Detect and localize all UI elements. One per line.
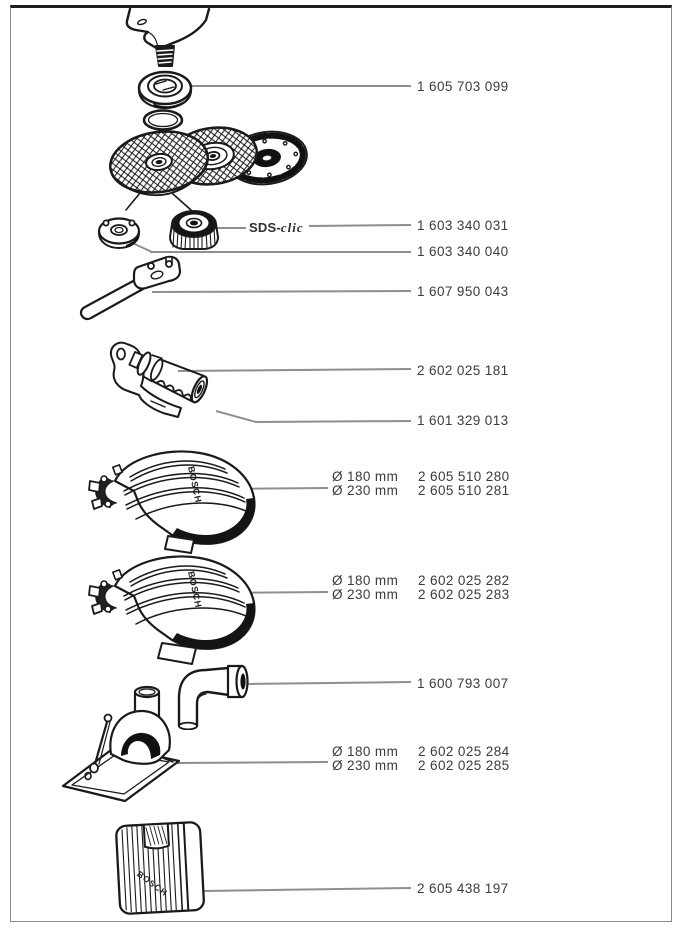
leader-cutting-guide: [176, 762, 328, 763]
guide-knob: [90, 764, 98, 773]
part-number-spanner: 1 607 950 043: [417, 284, 509, 299]
grinding-guard-illustration: [70, 443, 270, 555]
guard-brand-text: BOSCH: [186, 465, 204, 505]
part-number-handle-b: 1 601 329 013: [417, 413, 509, 428]
clamping-flange-icon: [139, 72, 191, 108]
part-number: 2 605 510 280: [418, 469, 510, 484]
leader-elbow: [248, 682, 411, 684]
head-slot: [137, 19, 147, 26]
pin-spanner-illustration: [72, 255, 192, 327]
spanner-shaft: [81, 280, 143, 319]
carrying-case-illustration: [110, 812, 218, 920]
guard-clamp: [89, 465, 122, 509]
case-brand-text: BOSCH: [135, 868, 170, 899]
diameter-label: Ø 230 mm: [332, 758, 399, 773]
discs-and-flanges-illustration: [95, 118, 310, 266]
leader-case: [204, 888, 411, 891]
part-number-handle-a: 2 602 025 181: [417, 363, 509, 378]
guard-clamp: [89, 570, 122, 614]
grinder-head-icon: [127, 9, 209, 49]
part-number: 2 602 025 283: [418, 587, 510, 602]
part-number-elbow: 1 600 793 007: [417, 676, 509, 691]
diameter-label: Ø 230 mm: [332, 587, 399, 602]
cutting-guard-variant-180: [332, 574, 510, 588]
cutting-guard-illustration: [70, 548, 270, 668]
part-number: 2 602 025 285: [418, 758, 510, 773]
part-number-sds-nut: 1 603 340 031: [417, 218, 509, 233]
part-number: 2 605 510 281: [418, 483, 510, 498]
part-number-clamping-flange: 1 605 703 099: [417, 79, 509, 94]
diameter-label: Ø 180 mm: [332, 744, 399, 759]
diameter-label: Ø 180 mm: [332, 573, 399, 588]
part-number: 2 602 025 282: [418, 573, 510, 588]
spanner-pin: [148, 263, 154, 269]
cutting-guide-variant-180: [332, 745, 510, 759]
sds-clic-prefix: SDS-: [249, 220, 281, 235]
sds-clic-nut-icon: [170, 211, 218, 249]
guide-pivot-bolt: [105, 715, 112, 722]
leader-handle-b: [255, 421, 411, 422]
sds-clic-script: clic: [280, 220, 304, 235]
part-number: 2 602 025 284: [418, 744, 510, 759]
spanner-head: [134, 257, 180, 289]
cutting-guide-variant-230: [332, 759, 510, 773]
leader-sds-number: [309, 225, 411, 226]
auxiliary-handle-illustration: [105, 338, 225, 428]
backing-flange-icon: [99, 219, 139, 249]
spindle-assembly-illustration: [100, 8, 230, 133]
cutting-guard-variant-230: [332, 588, 510, 602]
guard-brand-text: BOSCH: [186, 570, 204, 610]
diameter-label: Ø 180 mm: [332, 469, 399, 484]
case-handle-recess: [144, 824, 169, 849]
grinding-guard-variant-180: [332, 470, 510, 484]
part-number-backing-flange: 1 603 340 040: [417, 244, 509, 259]
cutting-guide-illustration: [55, 680, 190, 806]
part-number-case: 2 605 438 197: [417, 881, 509, 896]
assembly-pointer: [126, 193, 140, 210]
grinding-guard-variant-230: [332, 484, 510, 498]
diameter-label: Ø 230 mm: [332, 483, 399, 498]
assembly-pointer: [173, 194, 191, 210]
